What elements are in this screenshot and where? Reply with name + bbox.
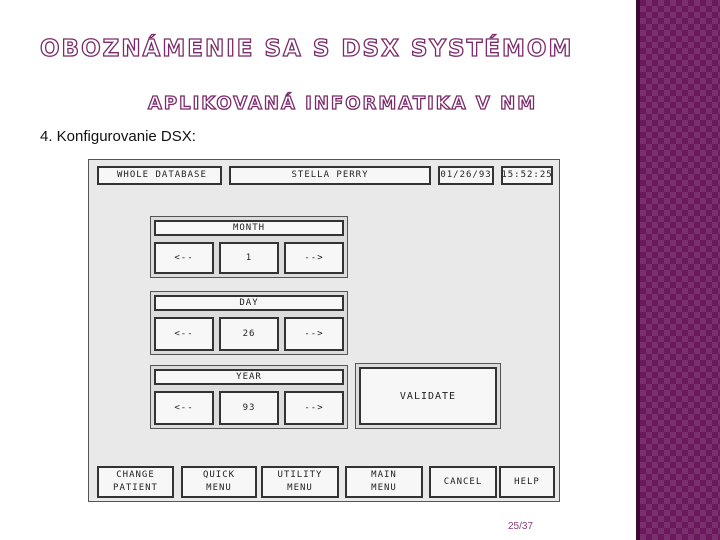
change-patient-line2: PATIENT	[113, 483, 158, 493]
utility-menu-line2: MENU	[287, 483, 313, 493]
patient-name-field: STELLA PERRY	[229, 166, 431, 185]
year-value: 93	[219, 391, 279, 425]
change-patient-button[interactable]	[97, 466, 174, 498]
year-prev-button[interactable]: <--	[154, 391, 214, 425]
month-next-button[interactable]: -->	[284, 242, 344, 274]
slide-subtitle: APLIKOVANÁ INFORMATIKA V NM	[148, 93, 538, 114]
year-label: YEAR	[154, 369, 344, 385]
section-heading: 4. Konfigurovanie DSX:	[40, 128, 196, 145]
day-label: DAY	[154, 295, 344, 311]
day-prev-button[interactable]: <--	[154, 317, 214, 351]
quick-menu-line1: QUICK	[202, 470, 236, 480]
quick-menu-line2: MENU	[206, 483, 232, 493]
main-menu-line1: MAIN	[371, 470, 397, 480]
time-field: 15:52:25	[501, 166, 553, 185]
month-value: 1	[219, 242, 279, 274]
decorative-side-stripe	[640, 0, 720, 540]
month-prev-button[interactable]: <--	[154, 242, 214, 274]
stripe-edge	[636, 0, 640, 540]
dsx-screen-scan	[88, 159, 560, 502]
change-patient-line1: CHANGE	[116, 470, 155, 480]
validate-button[interactable]: VALIDATE	[359, 367, 497, 425]
day-next-button[interactable]: -->	[284, 317, 344, 351]
database-field[interactable]: WHOLE DATABASE	[97, 166, 222, 185]
date-field: 01/26/93	[438, 166, 494, 185]
page-number: 25/37	[508, 521, 534, 532]
quick-menu-button[interactable]	[181, 466, 257, 498]
month-label: MONTH	[154, 220, 344, 236]
utility-menu-button[interactable]	[261, 466, 339, 498]
help-button[interactable]: HELP	[499, 466, 555, 498]
main-menu-button[interactable]	[345, 466, 423, 498]
year-next-button[interactable]: -->	[284, 391, 344, 425]
main-menu-line2: MENU	[371, 483, 397, 493]
day-value: 26	[219, 317, 279, 351]
cancel-button[interactable]: CANCEL	[429, 466, 497, 498]
utility-menu-line1: UTILITY	[277, 470, 323, 480]
slide-title: OBOZNÁMENIE SA S DSX SYSTÉMOM	[40, 36, 574, 62]
